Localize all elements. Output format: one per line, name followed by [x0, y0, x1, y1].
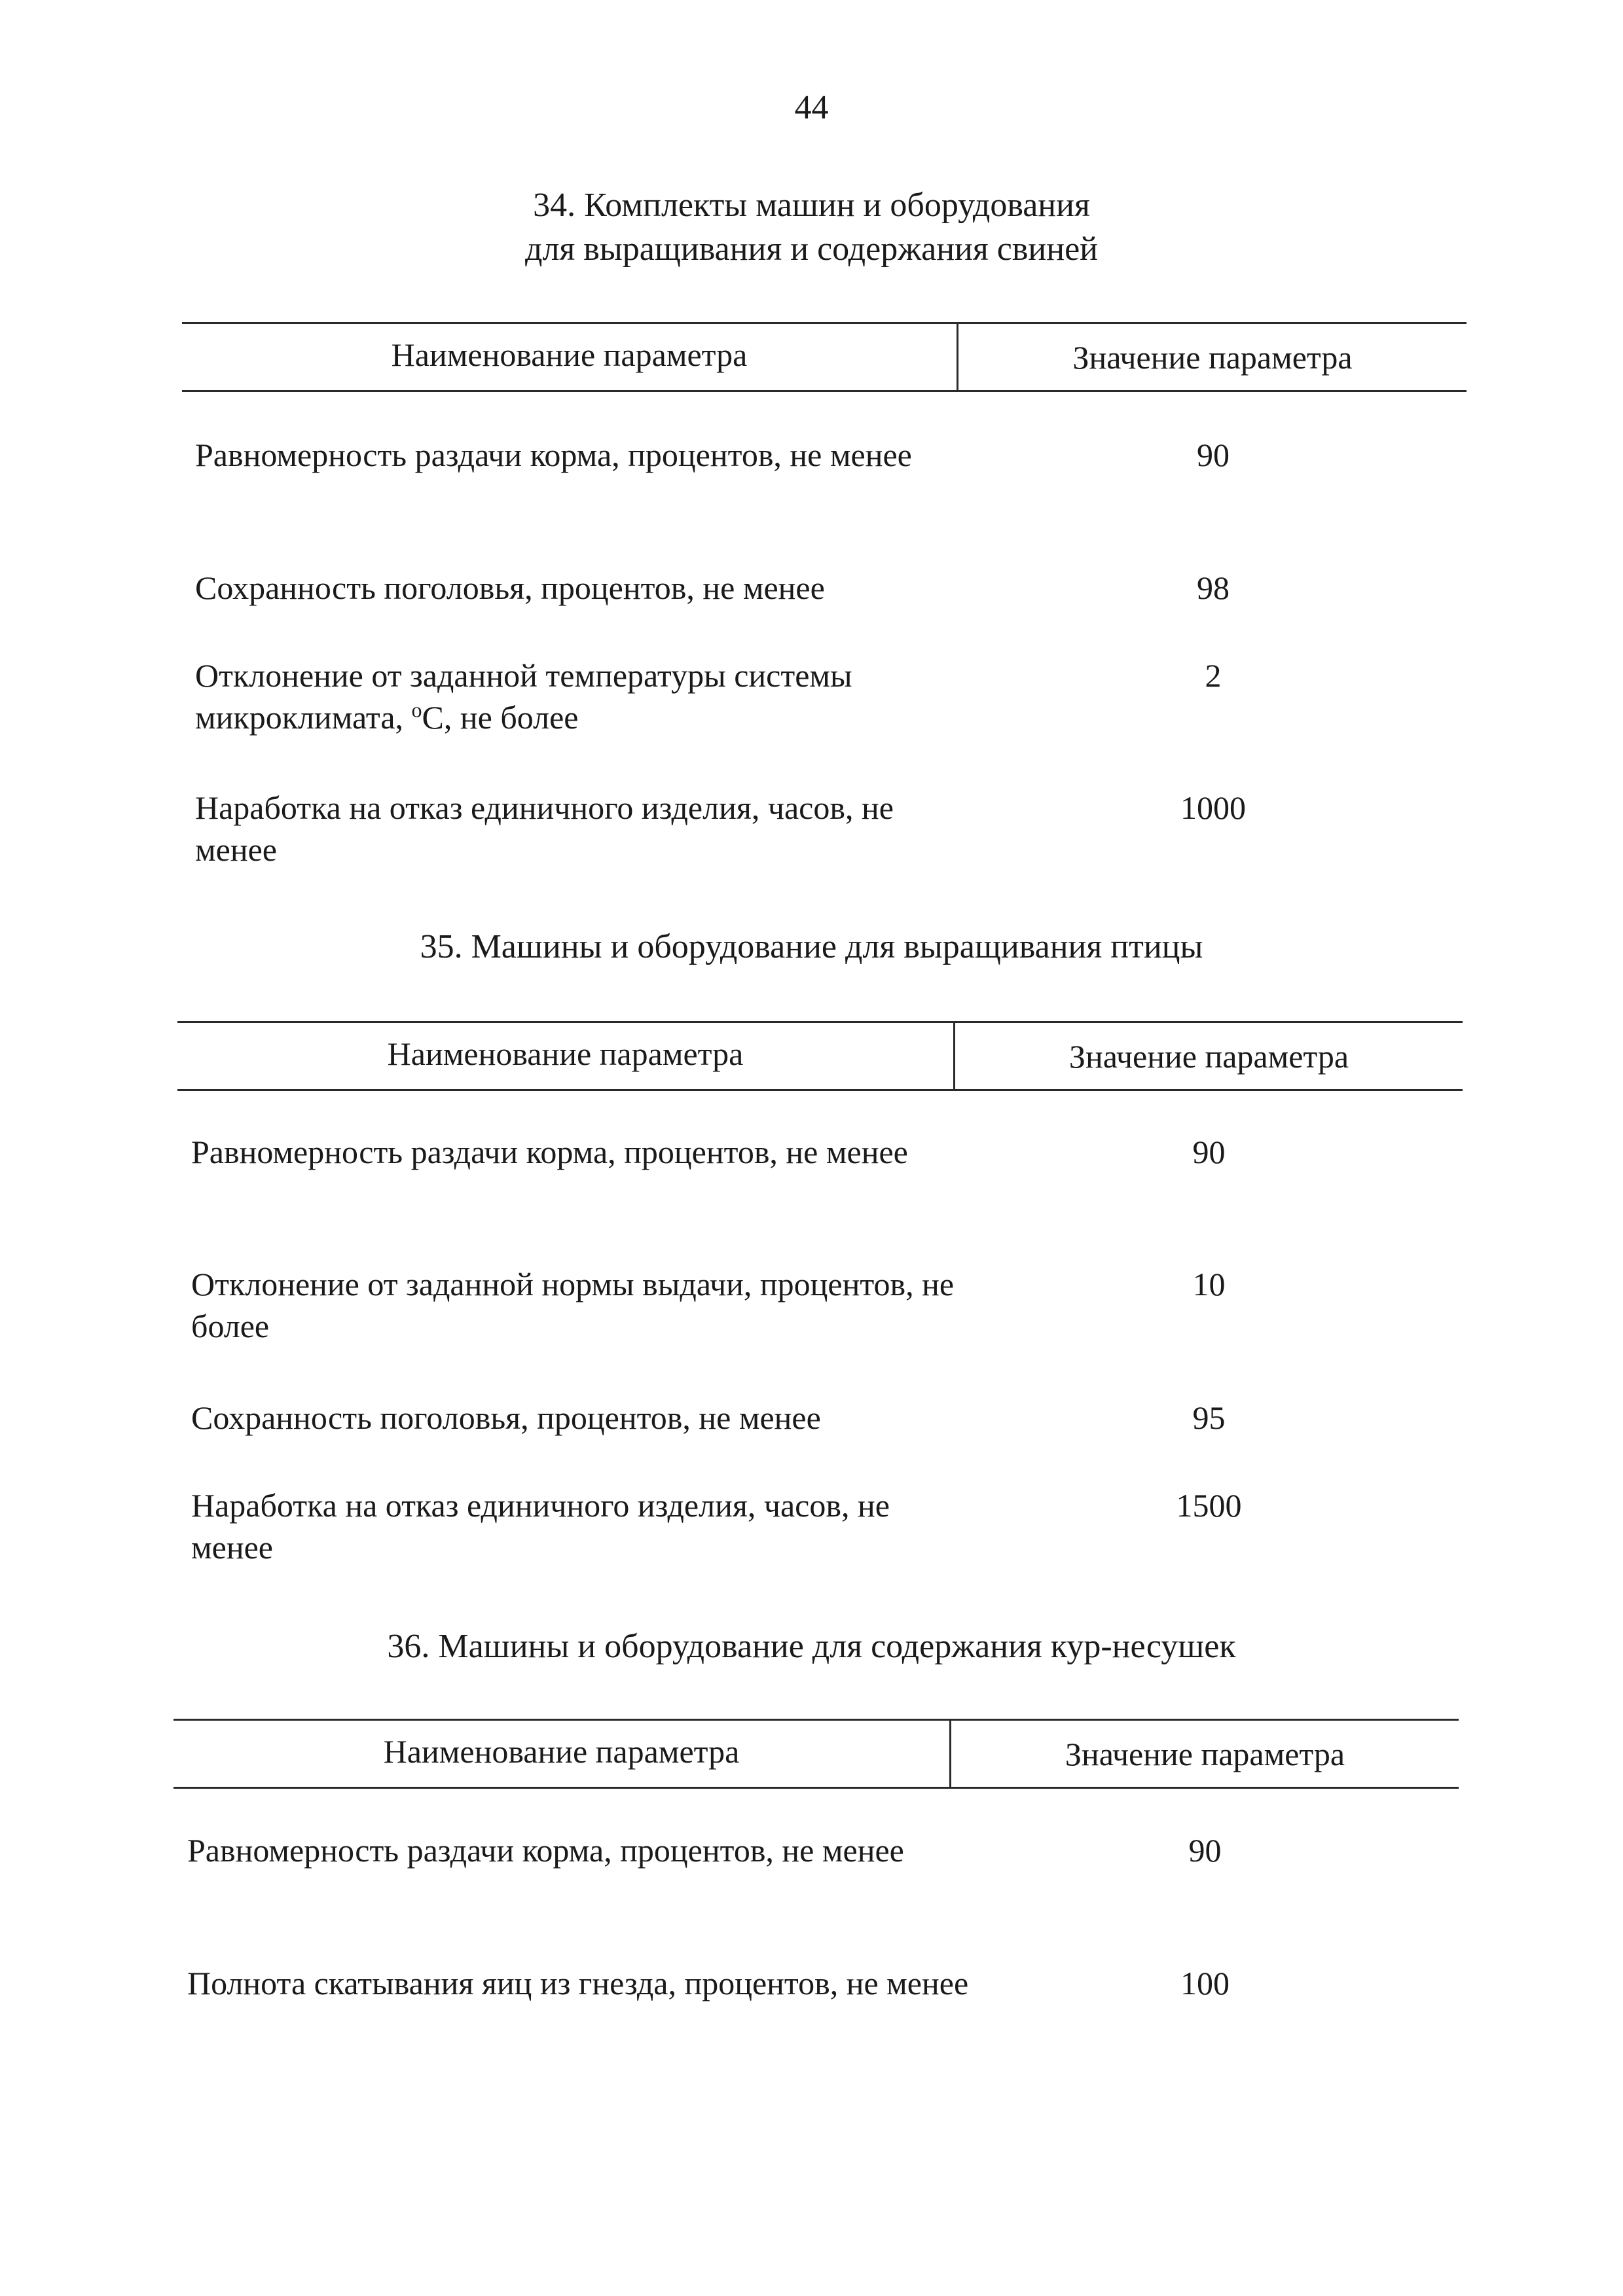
table-row-value: 98 [1197, 569, 1230, 606]
table-header-rule [173, 1787, 1459, 1789]
table-top-rule [182, 322, 1467, 324]
table-row-value: 90 [1197, 437, 1230, 473]
table-row-value: 90 [1188, 1832, 1222, 1869]
table-row-value: 2 [1205, 657, 1222, 694]
header-value-column: Значение параметра [1065, 1736, 1345, 1772]
table-row-name: Отклонение от заданной нормы выдачи, процентов, не более [191, 1266, 955, 1344]
table-row-value: 95 [1192, 1399, 1226, 1436]
table-row-name: Полнота скатывания яиц из гнезда, процентов, не менее [187, 1965, 969, 2001]
table-top-rule [177, 1021, 1463, 1023]
section-34-title-line2: для выращивания и содержания свиней [524, 230, 1098, 268]
table-row-value: 90 [1192, 1134, 1226, 1170]
table-row-name: Наработка на отказ единичного изделия, часов, не менее [195, 789, 894, 868]
header-name-column: Наименование параметра [383, 1733, 740, 1770]
table-row-name [195, 655, 981, 738]
table-header-rule [182, 390, 1467, 392]
page-number: 44 [794, 89, 829, 126]
header-name-column: Наименование параметра [387, 1035, 744, 1072]
section-36-title: 36. Машины и оборудование для содержания кур-несушек [387, 1628, 1236, 1665]
table-row-name: Сохранность поголовья, процентов, не менее [191, 1399, 821, 1436]
header-value-column: Значение параметра [1072, 339, 1353, 376]
row-name-part: С, не более [422, 699, 579, 736]
section-34-title-line1: 34. Комплекты машин и оборудования [533, 187, 1090, 224]
table-row-name: Сохранность поголовья, процентов, не менее [195, 569, 825, 606]
header-name-column: Наименование параметра [391, 336, 748, 373]
table-row-value: 1000 [1180, 789, 1246, 826]
section-36-table-header [173, 1719, 1459, 1791]
table-row-name: Равномерность раздачи корма, процентов, не менее [195, 437, 912, 473]
table-row-value: 100 [1180, 1965, 1230, 2001]
section-35-table-header [177, 1021, 1463, 1093]
section-34-table-header [182, 322, 1467, 394]
table-row-name: Наработка на отказ единичного изделия, часов, не менее [191, 1487, 890, 1566]
table-row-name: Равномерность раздачи корма, процентов, не менее [187, 1832, 904, 1869]
table-top-rule [173, 1719, 1459, 1721]
degree-sign: o [411, 698, 422, 722]
row-name-part: Отклонение от заданной температуры системы микроклимата, [195, 657, 852, 736]
table-row-value: 1500 [1176, 1487, 1242, 1524]
section-35-title: 35. Машины и оборудование для выращивания птицы [420, 928, 1203, 965]
table-row-name: Равномерность раздачи корма, процентов, не менее [191, 1134, 908, 1170]
table-row-value: 10 [1192, 1266, 1226, 1302]
table-header-rule [177, 1089, 1463, 1091]
header-value-column: Значение параметра [1068, 1038, 1349, 1075]
